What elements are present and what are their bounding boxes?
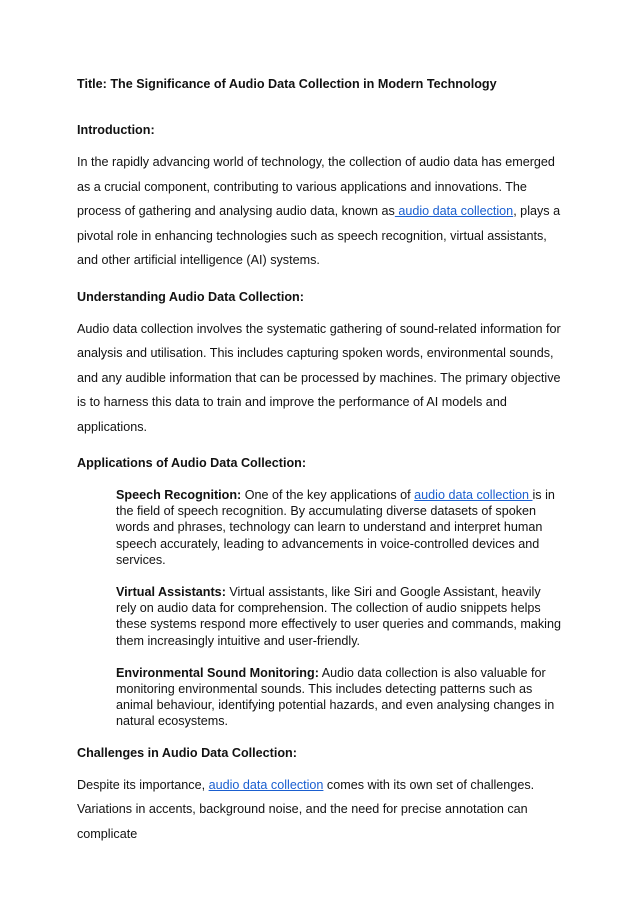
intro-heading: Introduction:	[77, 123, 155, 137]
intro-text-end: , plays a pivotal role in enhancing technologies such as speech recognition, virtual assistants, and other artificial intelligence (AI) systems.	[77, 204, 561, 267]
challenges-paragraph	[77, 773, 562, 847]
speech-recognition-lead: Speech Recognition:	[116, 488, 242, 502]
spacer	[77, 94, 562, 120]
spacer	[77, 439, 562, 453]
list-item-virtual-assistants	[116, 584, 563, 649]
virtual-assistants-text: Virtual assistants, like Siri and Google Assistant, heavily rely on audio data for comprehension. The collection of audio snippets helps these systems respond more effectively to user queries and commands, making them increasingly intuitive and user-friendly.	[116, 585, 561, 648]
audio-data-collection-link[interactable]: audio data collection	[394, 204, 514, 218]
intro-paragraph	[77, 150, 562, 273]
list-item-environmental-sound	[116, 665, 563, 730]
challenges-heading: Challenges in Audio Data Collection:	[77, 745, 297, 760]
environmental-sound-lead: Environmental Sound Monitoring:	[116, 665, 319, 680]
speech-text-start: One of the key applications of	[241, 488, 415, 502]
challenges-text-start: Despite its importance,	[77, 777, 209, 792]
speech-text-end: is in the field of speech recognition. By accumulating diverse datasets of spoken words and phrases, technology can learn to understand and interpret human speech accurately, leading to advancements in voice-controlled devices and services.	[116, 488, 555, 567]
spacer	[77, 763, 562, 773]
audio-data-collection-link[interactable]: audio data collection	[208, 777, 324, 792]
list-item-speech-recognition	[116, 487, 563, 568]
understanding-paragraph: Audio data collection involves the systematic gathering of sound-related information for analysis and utilisation. This includes capturing spoken words, environmental sounds, and any audible information that can be processed by machines. The primary objective is to harness this data to train and improve the performance of AI models and applications.	[77, 321, 561, 434]
spacer	[77, 273, 562, 287]
spacer	[77, 140, 562, 150]
spacer	[77, 307, 562, 317]
environmental-sound-text: Audio data collection is also valuable for monitoring environmental sounds. This includes detecting patterns such as animal behaviour, identifying potential hazards, and even analysing changes in natural ecosystems.	[116, 665, 555, 729]
audio-data-collection-link[interactable]: audio data collection	[414, 488, 533, 502]
virtual-assistants-lead: Virtual Assistants:	[116, 585, 226, 600]
understanding-heading: Understanding Audio Data Collection:	[77, 289, 304, 304]
intro-text-start: In the rapidly advancing world of technology, the collection of audio data has emerged as a crucial component, contributing to various applications and innovations. The process of gathering and analysing audio data, known as	[77, 155, 555, 218]
document-content	[77, 74, 562, 846]
applications-heading: Applications of Audio Data Collection:	[77, 456, 307, 470]
applications-list	[116, 487, 563, 730]
document-title: Title: The Significance of Audio Data Collection in Modern Technology	[77, 77, 497, 91]
challenges-text-end: comes with its own set of challenges. Variations in accents, background noise, and the need for precise annotation can complicate	[77, 777, 535, 841]
